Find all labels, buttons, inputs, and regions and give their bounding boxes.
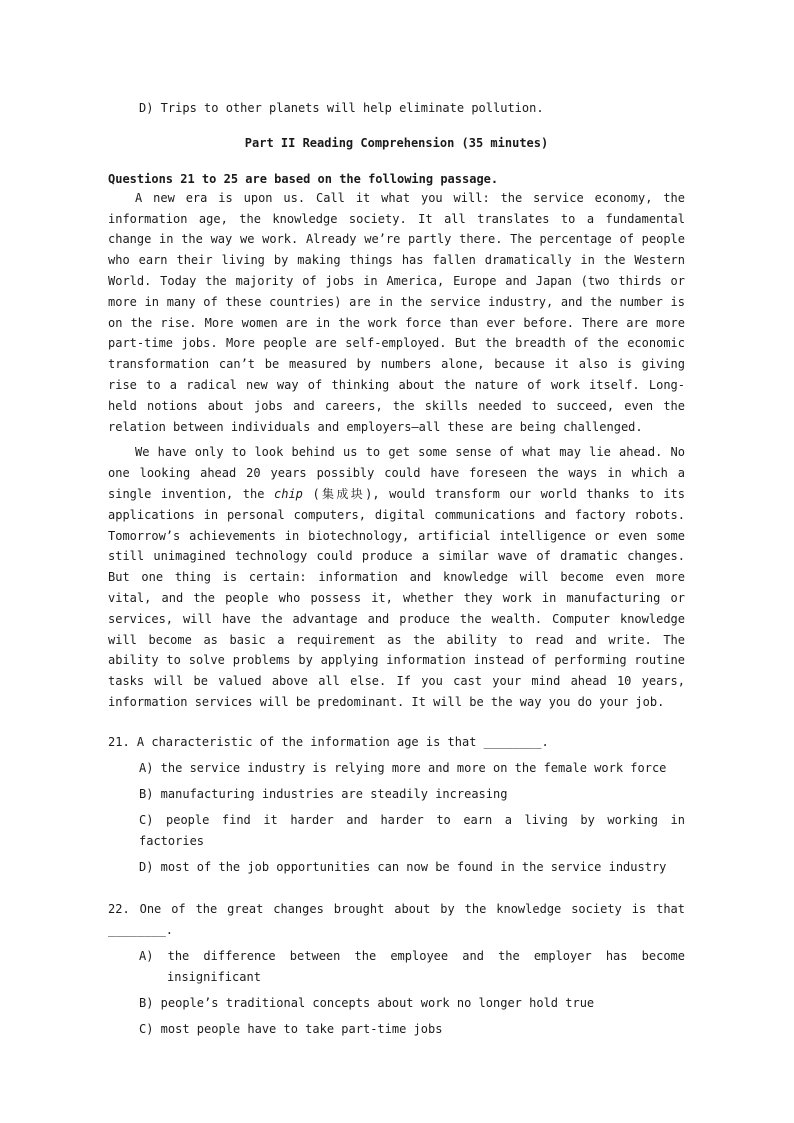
passage-paragraph-2 xyxy=(108,442,685,712)
question-22-option-c: C) most people have to take part-time jobs xyxy=(139,1021,443,1036)
passage-paragraph-1: A new era is upon us. Call it what you will: the service economy, the information age, the knowledge society. It all translates to a fundamental change in the way we work. Already we’re partly there. The percentage of people who earn their living by making things has fallen dramatically in the Western World. Today the majority of jobs in America, Europe and Japan (two thirds or more in many of these countries) are in the service industry, and the number is on the rise. More women are in the work force than ever before. There are more part-time jobs. More people are self-employed. But the breadth of the economic transformation can’t be measured by numbers alone, because it also is giving rise to a radical new way of thinking about the nature of work itself. Long-held notions about jobs and careers, the skills needed to succeed, even the relation between individuals and employers—all these are being challenged. xyxy=(108,190,685,434)
paragraph-2-text-end: (集成块), would transform our world thanks to its applications in personal computers, digital communications and factory robots. Tomorrow’s achievements in biotechnology, artificial intelligence or even some still unimagined technology could produce a similar wave of dramatic changes. But one thing is certain: information and knowledge will become even more vital, and the people who possess it, whether they work in manufacturing or services, will have the advantage and produce the wealth. Computer knowledge will become as basic a requirement as the ability to read and write. The ability to solve problems by applying information instead of performing routine tasks will be valued above all else. If you cast your mind ahead 10 years, information services will be predominant. It will be the way you do your job. xyxy=(108,486,685,709)
question-21-option-b: B) manufacturing industries are steadily increasing xyxy=(139,786,508,801)
previous-question-option: D) Trips to other planets will help eliminate pollution. xyxy=(139,101,544,115)
question-21-stem: 21. A characteristic of the information age is that ________. xyxy=(108,734,549,749)
chip-term: chip xyxy=(274,486,303,501)
question-22-option-b: B) people’s traditional concepts about work no longer hold true xyxy=(139,995,595,1010)
question-22-stem: 22. One of the great changes brought about by the knowledge society is that ________. xyxy=(108,901,685,937)
reading-passage xyxy=(108,188,685,713)
question-21-options xyxy=(108,758,685,878)
question-21-option-a: A) the service industry is relying more and more on the female work force xyxy=(139,760,667,775)
question-22 xyxy=(108,899,685,1040)
question-21-option-c: C) people find it harder and harder to earn a living by working in factories xyxy=(139,812,685,848)
question-22-option-a: A) the difference between the employee and the employer has become insignificant xyxy=(139,948,685,984)
passage-instruction: Questions 21 to 25 are based on the following passage. xyxy=(108,171,499,186)
question-22-options xyxy=(108,946,685,1040)
question-21 xyxy=(108,732,685,878)
paragraph-2-text-start: We have only to look behind us to get some sense of what may lie ahead. No one looking ahead 20 years possibly could have foreseen the ways in which a single invention, the xyxy=(108,445,685,501)
section-title: Part II Reading Comprehension (35 minutes) xyxy=(244,135,549,150)
exam-page xyxy=(108,98,685,1040)
question-21-option-d: D) most of the job opportunities can now be found in the service industry xyxy=(139,859,667,874)
